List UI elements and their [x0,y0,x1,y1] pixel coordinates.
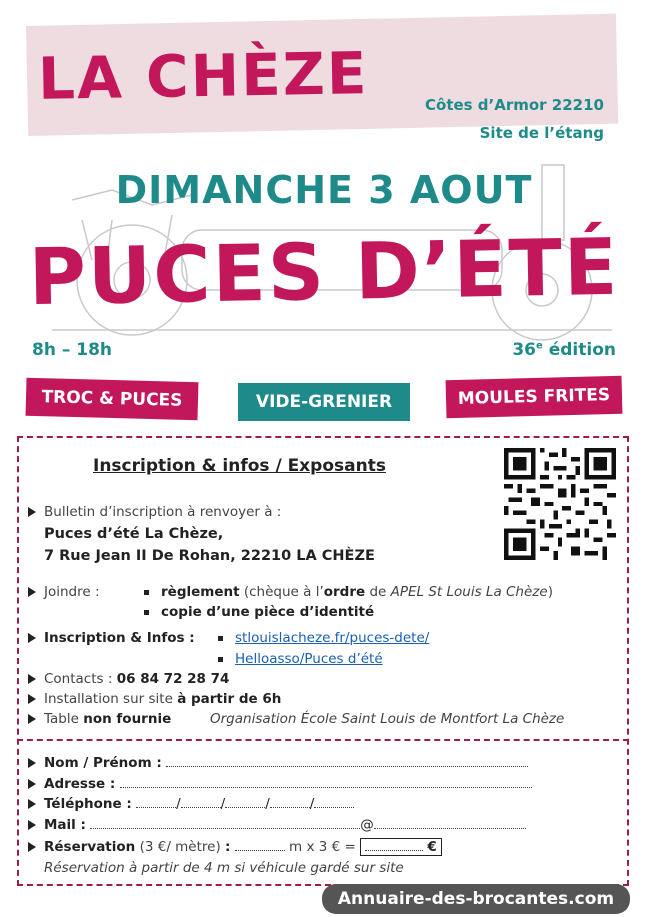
arrow-icon [28,633,36,643]
info-link2-row [218,651,383,667]
event-hours: 8h – 18h [32,340,113,360]
arrow-icon [28,674,36,684]
contacts-label: Contacts : [44,671,113,687]
total-input[interactable] [360,838,442,856]
address-line1: Puces d’été La Chèze, [44,526,224,542]
name-input[interactable] [166,766,528,767]
euro-sign: € [427,839,437,855]
phone-sep: / [265,796,270,812]
bullet-icon [218,636,223,641]
address-line2: 7 Rue Jean II De Rohan, 22210 LA CHÈZE [44,548,375,564]
arrow-icon [28,507,36,517]
arrow-icon [28,587,36,597]
contacts-phone: 06 84 72 28 74 [116,671,230,687]
phone-sep: / [220,796,226,812]
website-link[interactable]: stlouislacheze.fr/puces-dete/ [235,630,430,646]
arrow-icon [28,779,36,789]
phone-sep: / [176,796,181,812]
organisation-text: Organisation École Saint Louis de Montfort La Chèze [210,711,565,727]
phone-sep: / [309,796,315,812]
arrow-icon [28,694,36,704]
field-name-label: Nom / Prénom : [44,755,162,771]
join-item-id [144,604,374,620]
edition-number: 36 [512,340,537,360]
arrow-icon [28,758,36,768]
join-item1-d: APEL St Louis La Chèze [390,584,548,600]
info-row [28,630,195,646]
bullet-icon [144,590,149,595]
meters-input[interactable] [235,850,285,851]
address-input[interactable] [120,787,532,788]
field-mail-row [28,817,526,833]
qr-code[interactable] [504,448,616,560]
reservation-colon: : [225,839,231,855]
field-address-row [28,776,532,792]
total-dots [365,850,423,851]
annuaire-badge[interactable]: Annuaire-des-brocantes.com [322,884,630,914]
install-value: à partir de 6h [177,691,282,707]
join-row [28,584,100,600]
edition-word: édition [548,340,616,360]
mail-input-user[interactable] [90,828,360,829]
field-mail-label: Mail : [44,817,86,833]
arrow-icon [28,799,36,809]
form-divider [17,739,629,741]
field-reservation-row [28,838,442,856]
field-phone-row [28,796,354,812]
phone-input-4[interactable] [270,807,310,808]
mail-at: @ [360,817,374,833]
tag-troc-puces: TROC & PUCES [26,378,199,420]
field-phone-label: Téléphone : [44,796,132,812]
join-item1-e: ) [547,584,553,600]
join-item1-a: (chèque à l’ [243,584,324,600]
registration-title: Inscription & infos / Exposants [93,456,386,476]
join-item1-bold: règlement [161,584,240,600]
field-name-row [28,755,528,771]
phone-input-2[interactable] [181,807,221,808]
install-row [28,691,281,707]
bulletin-row [28,504,281,520]
join-label: Joindre : [44,584,100,600]
town-title: LA CHÈZE [37,39,370,113]
table-row [28,711,171,727]
reservation-label: Réservation [44,839,136,855]
contacts-row [28,671,229,687]
bullet-icon [144,610,149,615]
table-value: non fournie [83,711,172,727]
phone-input-1[interactable] [136,807,176,808]
phone-input-5[interactable] [314,807,354,808]
phone-input-3[interactable] [225,807,265,808]
reservation-note: Réservation à partir de 4 m si véhicule gardé sur site [44,860,404,876]
helloasso-link[interactable]: Helloasso/Puces d’été [235,651,383,667]
mail-input-domain[interactable] [374,828,526,829]
reservation-times: m x 3 € = [289,839,356,855]
join-item-payment [144,584,553,600]
join-item1-c: de [369,584,387,600]
bullet-icon [218,657,223,662]
arrow-icon [28,842,36,852]
edition-sup: e [536,340,543,352]
field-address-label: Adresse : [44,776,116,792]
join-item1-b: ordre [323,584,366,600]
reservation-rate: (3 €/ mètre) [139,839,221,855]
event-date: DIMANCHE 3 AOUT [115,168,533,212]
info-link1-row [218,630,429,646]
install-label: Installation sur site [44,691,173,707]
table-label: Table [44,711,79,727]
event-edition [512,340,616,360]
tag-vide-grenier: VIDE-GRENIER [238,383,410,421]
bulletin-label: Bulletin d’inscription à renvoyer à : [44,504,282,520]
event-title: PUCES D’ÉTÉ [27,222,620,324]
site-label: Site de l’étang [479,124,604,142]
region-label: Côtes d’Armor 22210 [425,96,604,114]
join-item2: copie d’une pièce d’identité [161,604,375,620]
arrow-icon [28,820,36,830]
arrow-icon [28,714,36,724]
tag-moules-frites: MOULES FRITES [446,376,623,419]
info-label: Inscription & Infos : [44,630,195,646]
